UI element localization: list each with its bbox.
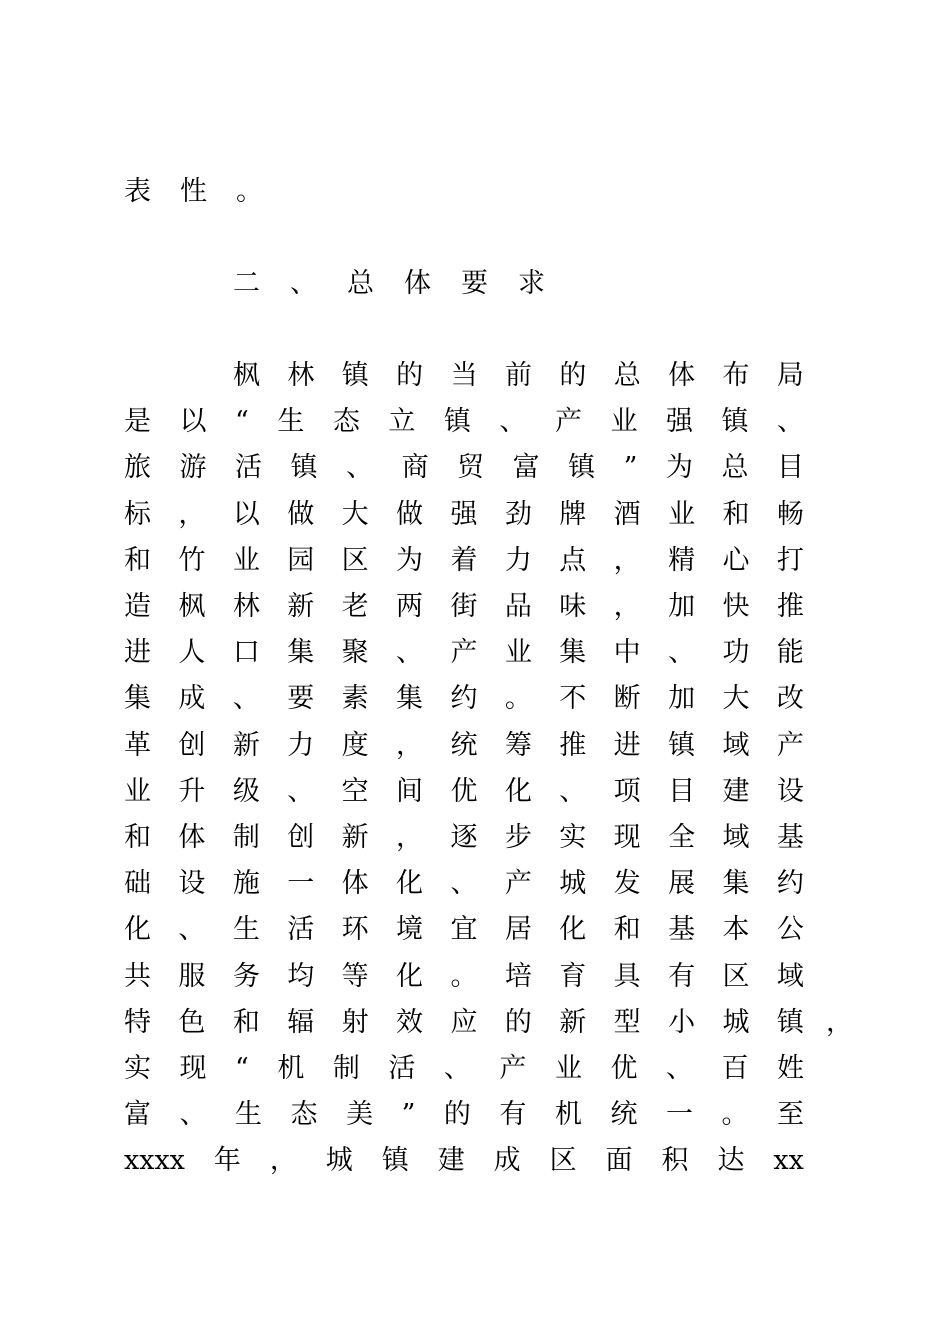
glyph: 、: [179, 1099, 207, 1130]
glyph: 目: [777, 452, 804, 483]
glyph: 产: [776, 730, 804, 761]
glyph: 集: [124, 683, 151, 714]
glyph: 造: [124, 591, 151, 622]
glyph: 、: [450, 868, 478, 899]
glyph: 制: [332, 1053, 360, 1084]
glyph: 。: [504, 683, 532, 714]
glyph: 育: [559, 961, 587, 992]
glyph: 以: [232, 499, 260, 530]
glyph: 街: [450, 591, 478, 622]
glyph: 设: [178, 868, 206, 899]
paragraph-line: [124, 450, 804, 486]
glyph: 居: [504, 914, 532, 945]
glyph: 新: [287, 591, 315, 622]
glyph: 城: [325, 1145, 353, 1176]
glyph: 前: [504, 360, 532, 391]
glyph: 大: [722, 683, 750, 714]
glyph: 枫: [233, 360, 260, 391]
glyph: 快: [722, 591, 750, 622]
glyph: 优: [610, 1053, 638, 1084]
glyph: 改: [776, 683, 804, 714]
glyph: xxxx: [124, 1145, 185, 1176]
glyph: 发: [613, 868, 641, 899]
glyph: ，: [613, 545, 641, 576]
glyph: ”: [401, 1099, 416, 1130]
glyph: 推: [559, 730, 587, 761]
glyph: 业: [124, 776, 151, 807]
glyph: 服: [178, 961, 206, 992]
glyph: 积: [661, 1145, 689, 1176]
glyph: 等: [341, 961, 369, 992]
glyph: 体: [404, 268, 431, 299]
glyph: 镇: [721, 406, 749, 437]
paragraph-line: [124, 681, 804, 717]
glyph: 园: [287, 545, 315, 576]
glyph: 小: [668, 1007, 696, 1038]
glyph: 业: [232, 545, 260, 576]
glyph: 域: [776, 961, 804, 992]
glyph: 不: [559, 683, 587, 714]
glyph: 本: [722, 914, 750, 945]
glyph: 一: [665, 1099, 693, 1130]
glyph: 态: [290, 1099, 318, 1130]
glyph: 畅: [776, 499, 804, 530]
glyph: 设: [776, 776, 804, 807]
glyph: 新: [341, 822, 369, 853]
glyph: 酒: [613, 499, 641, 530]
glyph: 打: [776, 545, 804, 576]
glyph: 和: [124, 822, 151, 853]
glyph: 集: [287, 637, 315, 668]
glyph: 力: [504, 545, 532, 576]
glyph: ，: [613, 591, 641, 622]
glyph: 创: [287, 822, 315, 853]
paragraph-line: [124, 820, 804, 856]
glyph: 做: [396, 499, 424, 530]
glyph: 要: [287, 683, 315, 714]
glyph: 升: [178, 776, 206, 807]
glyph: 宜: [450, 914, 478, 945]
glyph: 。: [450, 961, 478, 992]
glyph: 业: [610, 406, 638, 437]
glyph: 的: [443, 1099, 471, 1130]
glyph: 做: [287, 499, 315, 530]
glyph: 大: [341, 499, 369, 530]
glyph: 应: [450, 1007, 478, 1038]
glyph: 和: [613, 914, 641, 945]
glyph: 总: [613, 360, 641, 391]
glyph: 统: [450, 730, 478, 761]
overflow-comma: ，: [826, 1007, 853, 1038]
glyph: 牌: [559, 499, 587, 530]
glyph: 建: [722, 776, 750, 807]
glyph: 型: [613, 1007, 641, 1038]
glyph: 培: [504, 961, 532, 992]
glyph: 强: [665, 406, 693, 437]
glyph: 域: [722, 730, 750, 761]
glyph: 加: [668, 591, 696, 622]
glyph: 集: [722, 868, 750, 899]
glyph: ，: [396, 730, 424, 761]
paragraph-line: [124, 404, 804, 440]
glyph: 公: [776, 914, 804, 945]
paragraph-line: [124, 912, 804, 948]
paragraph-line: [124, 866, 804, 902]
glyph: 加: [668, 683, 696, 714]
glyph: 林: [287, 360, 315, 391]
glyph: 镇: [443, 406, 471, 437]
glyph: 约: [776, 868, 804, 899]
glyph: 、: [232, 683, 260, 714]
glyph: 活: [287, 914, 315, 945]
glyph: 建: [437, 1145, 465, 1176]
glyph: 全: [668, 822, 696, 853]
paragraph-line: [124, 1097, 804, 1133]
glyph: 的: [559, 360, 587, 391]
paragraph-line: [124, 635, 804, 671]
glyph: 间: [396, 776, 424, 807]
glyph: 富: [124, 1099, 151, 1130]
glyph: 林: [232, 591, 260, 622]
glyph: 局: [776, 360, 804, 391]
glyph: 统: [610, 1099, 638, 1130]
glyph: 创: [178, 730, 206, 761]
glyph: 产: [554, 406, 582, 437]
glyph: 、: [665, 1053, 693, 1084]
glyph: 色: [178, 1007, 206, 1038]
glyph: 总: [347, 268, 374, 299]
glyph: 两: [396, 591, 424, 622]
glyph: 度: [341, 730, 369, 761]
glyph: 集: [396, 683, 424, 714]
glyph: 逐: [450, 822, 478, 853]
glyph: 是: [124, 406, 151, 437]
glyph: 镇: [568, 452, 596, 483]
glyph: 产: [499, 1053, 527, 1084]
glyph: 素: [341, 683, 369, 714]
paragraph-line: [124, 1143, 804, 1179]
glyph: 、: [396, 637, 424, 668]
glyph: 实: [559, 822, 587, 853]
glyph: 新: [232, 730, 260, 761]
glyph: 有: [499, 1099, 527, 1130]
glyph: 百: [721, 1053, 749, 1084]
glyph: ，: [269, 1145, 297, 1176]
glyph: 现: [613, 822, 641, 853]
glyph: 生: [235, 1099, 263, 1130]
glyph: “: [235, 406, 249, 437]
glyph: 二: [233, 268, 260, 299]
glyph: 。: [236, 176, 263, 207]
glyph: 成: [493, 1145, 521, 1176]
glyph: 城: [722, 1007, 750, 1038]
glyph: 目: [668, 776, 696, 807]
glyph: 基: [668, 914, 696, 945]
glyph: 业: [504, 637, 532, 668]
glyph: 筹: [504, 730, 532, 761]
glyph: 、: [290, 268, 317, 299]
glyph: 础: [124, 868, 151, 899]
glyph: 活: [235, 452, 263, 483]
glyph: 境: [396, 914, 424, 945]
glyph: 贸: [457, 452, 485, 483]
glyph: 新: [559, 1007, 587, 1038]
glyph: 化: [559, 914, 587, 945]
glyph: 、: [287, 776, 315, 807]
glyph: 活: [388, 1053, 416, 1084]
glyph: 旅: [124, 452, 151, 483]
glyph: 体: [178, 822, 206, 853]
paragraph-line: [124, 589, 804, 625]
glyph: 性: [180, 176, 207, 207]
glyph: 枫: [178, 591, 206, 622]
glyph: 化: [504, 776, 532, 807]
glyph: “: [235, 1053, 249, 1084]
glyph: 、: [443, 1053, 471, 1084]
glyph: 面: [605, 1145, 633, 1176]
paragraph-line: [124, 497, 804, 533]
glyph: 游: [179, 452, 207, 483]
paragraph-line: [124, 728, 804, 764]
glyph: 态: [332, 406, 360, 437]
glyph: 、: [499, 406, 527, 437]
glyph: 一: [287, 868, 315, 899]
glyph: 、: [777, 406, 804, 437]
glyph: 富: [512, 452, 540, 483]
glyph: 竹: [178, 545, 206, 576]
glyph: 和: [232, 1007, 260, 1038]
glyph: 优: [450, 776, 478, 807]
section-heading: [233, 266, 804, 302]
glyph: 立: [388, 406, 416, 437]
glyph: 聚: [341, 637, 369, 668]
glyph: 成: [178, 683, 206, 714]
glyph: 劲: [504, 499, 532, 530]
glyph: 辐: [287, 1007, 315, 1038]
paragraph-line: [233, 358, 804, 394]
glyph: 美: [346, 1099, 374, 1130]
glyph: ，: [178, 499, 206, 530]
glyph: 年: [213, 1145, 241, 1176]
glyph: 革: [124, 730, 151, 761]
glyph: 着: [450, 545, 478, 576]
glyph: 老: [341, 591, 369, 622]
glyph: 镇: [776, 1007, 804, 1038]
glyph: 化: [396, 868, 424, 899]
paragraph-line: [124, 774, 804, 810]
glyph: 区: [549, 1145, 577, 1176]
glyph: 的: [504, 1007, 532, 1038]
glyph: 达: [717, 1145, 745, 1176]
glyph: 当: [450, 360, 478, 391]
glyph: 品: [504, 591, 532, 622]
glyph: 生: [232, 914, 260, 945]
glyph: 为: [396, 545, 424, 576]
glyph: 能: [776, 637, 804, 668]
glyph: 镇: [381, 1145, 409, 1176]
glyph: 求: [518, 268, 545, 299]
glyph: 实: [124, 1053, 151, 1084]
glyph: 域: [722, 822, 750, 853]
glyph: 基: [776, 822, 804, 853]
glyph: ，: [396, 822, 424, 853]
glyph: 推: [776, 591, 804, 622]
glyph: 化: [396, 961, 424, 992]
glyph: 效: [396, 1007, 424, 1038]
glyph: 施: [232, 868, 260, 899]
glyph: 要: [461, 268, 488, 299]
glyph: 镇: [668, 730, 696, 761]
glyph: 人: [178, 637, 206, 668]
glyph: 现: [179, 1053, 207, 1084]
glyph: 表: [124, 176, 151, 207]
glyph: 体: [341, 868, 369, 899]
glyph: 区: [722, 961, 750, 992]
glyph: 进: [124, 637, 151, 668]
glyph: 功: [722, 637, 750, 668]
glyph: 和: [722, 499, 750, 530]
glyph: 射: [341, 1007, 369, 1038]
glyph: 业: [554, 1053, 582, 1084]
glyph: 业: [668, 499, 696, 530]
glyph: 约: [450, 683, 478, 714]
glyph: 环: [341, 914, 369, 945]
continuation-line: [124, 174, 804, 210]
glyph: 、: [559, 776, 587, 807]
glyph: 有: [668, 961, 696, 992]
glyph: 精: [668, 545, 696, 576]
paragraph-line: [124, 959, 804, 995]
glyph: 心: [722, 545, 750, 576]
glyph: 集: [559, 637, 587, 668]
glyph: 商: [401, 452, 429, 483]
glyph: ”: [623, 452, 638, 483]
glyph: 力: [287, 730, 315, 761]
glyph: 和: [124, 545, 151, 576]
glyph: 布: [722, 360, 750, 391]
glyph: 。: [721, 1099, 749, 1130]
glyph: 强: [450, 499, 478, 530]
glyph: 总: [721, 452, 749, 483]
glyph: 级: [232, 776, 260, 807]
glyph: 中: [613, 637, 641, 668]
glyph: 点: [559, 545, 587, 576]
glyph: 、: [668, 637, 696, 668]
paragraph-line: [124, 543, 804, 579]
glyph: 味: [559, 591, 587, 622]
glyph: 标: [124, 499, 151, 530]
glyph: 产: [450, 637, 478, 668]
glyph: 以: [179, 406, 207, 437]
glyph: 口: [232, 637, 260, 668]
glyph: 城: [559, 868, 587, 899]
glyph: 化: [124, 914, 151, 945]
glyph: 、: [346, 452, 374, 483]
glyph: 步: [504, 822, 532, 853]
glyph: 具: [613, 961, 641, 992]
glyph: 断: [613, 683, 641, 714]
glyph: 镇: [290, 452, 318, 483]
glyph: 项: [613, 776, 641, 807]
glyph: 空: [341, 776, 369, 807]
glyph: 镇: [341, 360, 369, 391]
glyph: xx: [773, 1145, 804, 1176]
glyph: 展: [668, 868, 696, 899]
glyph: 制: [232, 822, 260, 853]
glyph: 均: [287, 961, 315, 992]
glyph: 的: [396, 360, 424, 391]
glyph: 务: [232, 961, 260, 992]
glyph: 姓: [777, 1053, 804, 1084]
paragraph-line: [124, 1005, 804, 1041]
glyph: 至: [777, 1099, 804, 1130]
glyph: 区: [341, 545, 369, 576]
glyph: 机: [277, 1053, 305, 1084]
glyph: 机: [554, 1099, 582, 1130]
glyph: 体: [668, 360, 696, 391]
glyph: 生: [277, 406, 305, 437]
paragraph-line: [124, 1051, 804, 1087]
glyph: 特: [124, 1007, 151, 1038]
glyph: 为: [665, 452, 693, 483]
glyph: 进: [613, 730, 641, 761]
glyph: 共: [124, 961, 151, 992]
glyph: 、: [178, 914, 206, 945]
glyph: 产: [504, 868, 532, 899]
